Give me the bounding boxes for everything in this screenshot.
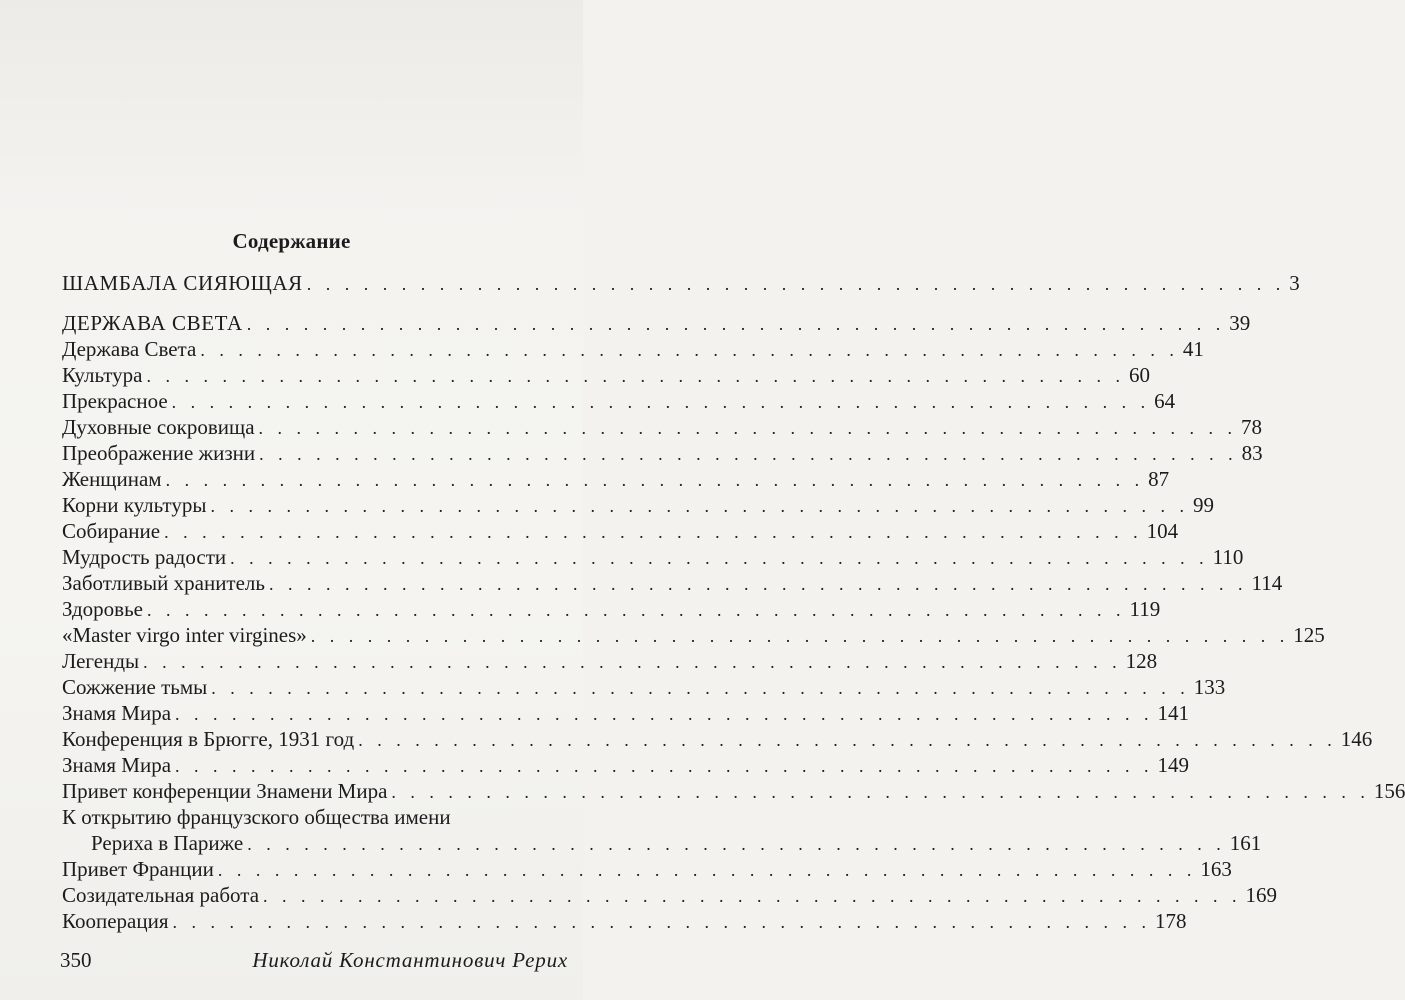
toc-page-number: 41: [1182, 337, 1204, 361]
toc-entry-title: Заботливый хранитель: [62, 571, 265, 595]
toc-page-number: 125: [1293, 623, 1325, 647]
toc-entry-title: Привет конференции Знамени Мира: [62, 779, 388, 803]
toc-entry-title: Кооперация: [62, 909, 169, 933]
dot-leader: . . . . . . . . . . . . . . . . . . . . . . . . . . . . . . . . . . . . . . . . . . . . . . . . . . . .: [217, 860, 1197, 880]
dot-leader: . . . . . . . . . . . . . . . . . . . . . . . . . . . . . . . . . . . . . . . . . . . . . . . . . . . .: [143, 652, 1122, 672]
toc-entry: [62, 570, 1283, 596]
toc-page-number: 163: [1200, 857, 1232, 881]
toc-entry-title: Созидательная работа: [62, 883, 260, 907]
page-number: 350: [60, 948, 92, 972]
dot-leader: . . . . . . . . . . . . . . . . . . . . . . . . . . . . . . . . . . . . . . . . . . . . . . . . . . . .: [269, 574, 1248, 594]
toc-page-number: 64: [1154, 389, 1176, 413]
toc-entry: [62, 778, 1405, 804]
dot-leader: . . . . . . . . . . . . . . . . . . . . . . . . . . . . . . . . . . . . . . . . . . . . . . . . . . . .: [164, 522, 1143, 542]
toc-page-number: 110: [1212, 545, 1244, 569]
toc-entry-title: Прекрасное: [62, 389, 168, 413]
toc-entry-title: Преображение жизни: [62, 441, 256, 465]
toc-entry-title: Знамя Мира: [62, 753, 172, 777]
toc-page-number: 83: [1241, 441, 1263, 465]
toc-entry-title: Женщинам: [62, 467, 162, 491]
toc-page-number: 99: [1192, 493, 1214, 517]
toc-entry: [62, 830, 1262, 856]
toc-entry-title: Рериха в Париже: [91, 831, 244, 855]
toc-page-number: 141: [1157, 701, 1190, 725]
toc-page-number: 60: [1128, 363, 1150, 387]
dot-leader: . . . . . . . . . . . . . . . . . . . . . . . . . . . . . . . . . . . . . . . . . . . . . . . . . . . .: [171, 392, 1151, 412]
toc-entry-title: «Master virgo inter virgines»: [62, 623, 307, 647]
toc-entry: [62, 648, 1158, 674]
toc-entry: [62, 544, 1244, 570]
dot-leader: . . . . . . . . . . . . . . . . . . . . . . . . . . . . . . . . . . . . . . . . . . . . . . . . . . . .: [172, 912, 1151, 932]
toc-entry: [62, 882, 1278, 908]
toc-entry: [62, 310, 1251, 336]
toc-page-number: 3: [1289, 271, 1300, 295]
toc-page-number: 169: [1245, 883, 1278, 907]
toc-entry: [62, 270, 1300, 296]
toc-page-number: 161: [1229, 831, 1262, 855]
toc-entry-title: Сожжение тьмы: [62, 675, 208, 699]
dot-leader: . . . . . . . . . . . . . . . . . . . . . . . . . . . . . . . . . . . . . . . . . . . . . . . . . . . .: [165, 470, 1145, 490]
toc-entry: [62, 674, 1226, 700]
dot-leader: . . . . . . . . . . . . . . . . . . . . . . . . . . . . . . . . . . . . . . . . . . . . . . . . . . . .: [258, 418, 1238, 438]
toc-entry: [62, 752, 1190, 778]
toc-entry-title: Держава Света: [62, 337, 197, 361]
toc-page-number: 146: [1340, 727, 1373, 751]
toc-page-number: 156: [1373, 779, 1405, 803]
toc-entry: [62, 440, 1263, 466]
dot-leader: . . . . . . . . . . . . . . . . . . . . . . . . . . . . . . . . . . . . . . . . . . . . . . . . . . . .: [391, 782, 1370, 802]
toc-entry-title: Знамя Мира: [62, 701, 172, 725]
toc-page-number: 78: [1241, 415, 1263, 439]
toc-page-number: 128: [1125, 649, 1158, 673]
toc-entry: [62, 622, 1325, 648]
dot-leader: . . . . . . . . . . . . . . . . . . . . . . . . . . . . . . . . . . . . . . . . . . . . . . . . . . . .: [246, 314, 1226, 334]
dot-leader: . . . . . . . . . . . . . . . . . . . . . . . . . . . . . . . . . . . . . . . . . . . . . . . . . . . .: [259, 444, 1238, 464]
toc-page-number: 87: [1148, 467, 1170, 491]
toc-entry: [62, 908, 1187, 934]
toc-entry-title: Мудрость радости: [62, 545, 227, 569]
toc-entry: [62, 388, 1176, 414]
toc-page-number: 133: [1193, 675, 1226, 699]
toc-entry: [62, 726, 1373, 752]
dot-leader: . . . . . . . . . . . . . . . . . . . . . . . . . . . . . . . . . . . . . . . . . . . . . . . . . . . .: [175, 756, 1154, 776]
toc-entry-wrapped-line: К открытию французского общества имени: [62, 805, 451, 829]
toc-entry: [62, 856, 1232, 882]
toc-entry-title: Конференция в Брюгге, 1931 год: [62, 727, 355, 751]
toc-entry: [62, 466, 1170, 492]
toc-page-number: 178: [1154, 909, 1187, 933]
dot-leader: . . . . . . . . . . . . . . . . . . . . . . . . . . . . . . . . . . . . . . . . . . . . . . . . . . . .: [263, 886, 1242, 906]
toc-page-number: 39: [1229, 311, 1251, 335]
toc-page-number: 149: [1157, 753, 1190, 777]
toc-entry-title: ДЕРЖАВА СВЕТА: [62, 311, 243, 335]
toc-entry-title: Легенды: [62, 649, 140, 673]
toc-page-number: 114: [1251, 571, 1283, 595]
toc-entry: [62, 336, 1204, 362]
dot-leader: . . . . . . . . . . . . . . . . . . . . . . . . . . . . . . . . . . . . . . . . . . . . . . . . . . . .: [230, 548, 1209, 568]
dot-leader: . . . . . . . . . . . . . . . . . . . . . . . . . . . . . . . . . . . . . . . . . . . . . . . . . . . .: [306, 274, 1286, 294]
toc-entry-title: Привет Франции: [62, 857, 214, 881]
dot-leader: . . . . . . . . . . . . . . . . . . . . . . . . . . . . . . . . . . . . . . . . . . . . . . . . . . . .: [211, 678, 1190, 698]
toc-entry-title: Собирание: [62, 519, 161, 543]
dot-leader: . . . . . . . . . . . . . . . . . . . . . . . . . . . . . . . . . . . . . . . . . . . . . . . . . . . .: [146, 366, 1125, 386]
toc-entry: [62, 362, 1150, 388]
toc-entry: [62, 596, 1161, 622]
toc-entry-title: ШАМБАЛА СИЯЮЩАЯ: [62, 271, 303, 295]
dot-leader: . . . . . . . . . . . . . . . . . . . . . . . . . . . . . . . . . . . . . . . . . . . . . . . . . . . .: [358, 730, 1337, 750]
running-footer-author: Николай Константинович Рерих: [252, 948, 568, 972]
toc-entry-title: Корни культуры: [62, 493, 207, 517]
toc-entry-title: Здоровье: [62, 597, 143, 621]
dot-leader: . . . . . . . . . . . . . . . . . . . . . . . . . . . . . . . . . . . . . . . . . . . . . . . . . . . .: [175, 704, 1154, 724]
toc-entry: [62, 492, 1214, 518]
toc-page-number: 104: [1146, 519, 1179, 543]
toc-entry: [62, 414, 1263, 440]
dot-leader: . . . . . . . . . . . . . . . . . . . . . . . . . . . . . . . . . . . . . . . . . . . . . . . . . . . .: [310, 626, 1290, 646]
toc-page-number: 119: [1129, 597, 1161, 621]
toc-entry: [62, 518, 1179, 544]
toc-entry-title: Культура: [62, 363, 143, 387]
dot-leader: . . . . . . . . . . . . . . . . . . . . . . . . . . . . . . . . . . . . . . . . . . . . . . . . . . . .: [247, 834, 1226, 854]
toc-entry-title: Духовные сокровища: [62, 415, 255, 439]
dot-leader: . . . . . . . . . . . . . . . . . . . . . . . . . . . . . . . . . . . . . . . . . . . . . . . . . . . .: [200, 340, 1179, 360]
dot-leader: . . . . . . . . . . . . . . . . . . . . . . . . . . . . . . . . . . . . . . . . . . . . . . . . . . . .: [210, 496, 1189, 516]
dot-leader: . . . . . . . . . . . . . . . . . . . . . . . . . . . . . . . . . . . . . . . . . . . . . . . . . . . .: [147, 600, 1126, 620]
toc-entry: [62, 700, 1190, 726]
contents-heading: Содержание: [232, 229, 351, 253]
